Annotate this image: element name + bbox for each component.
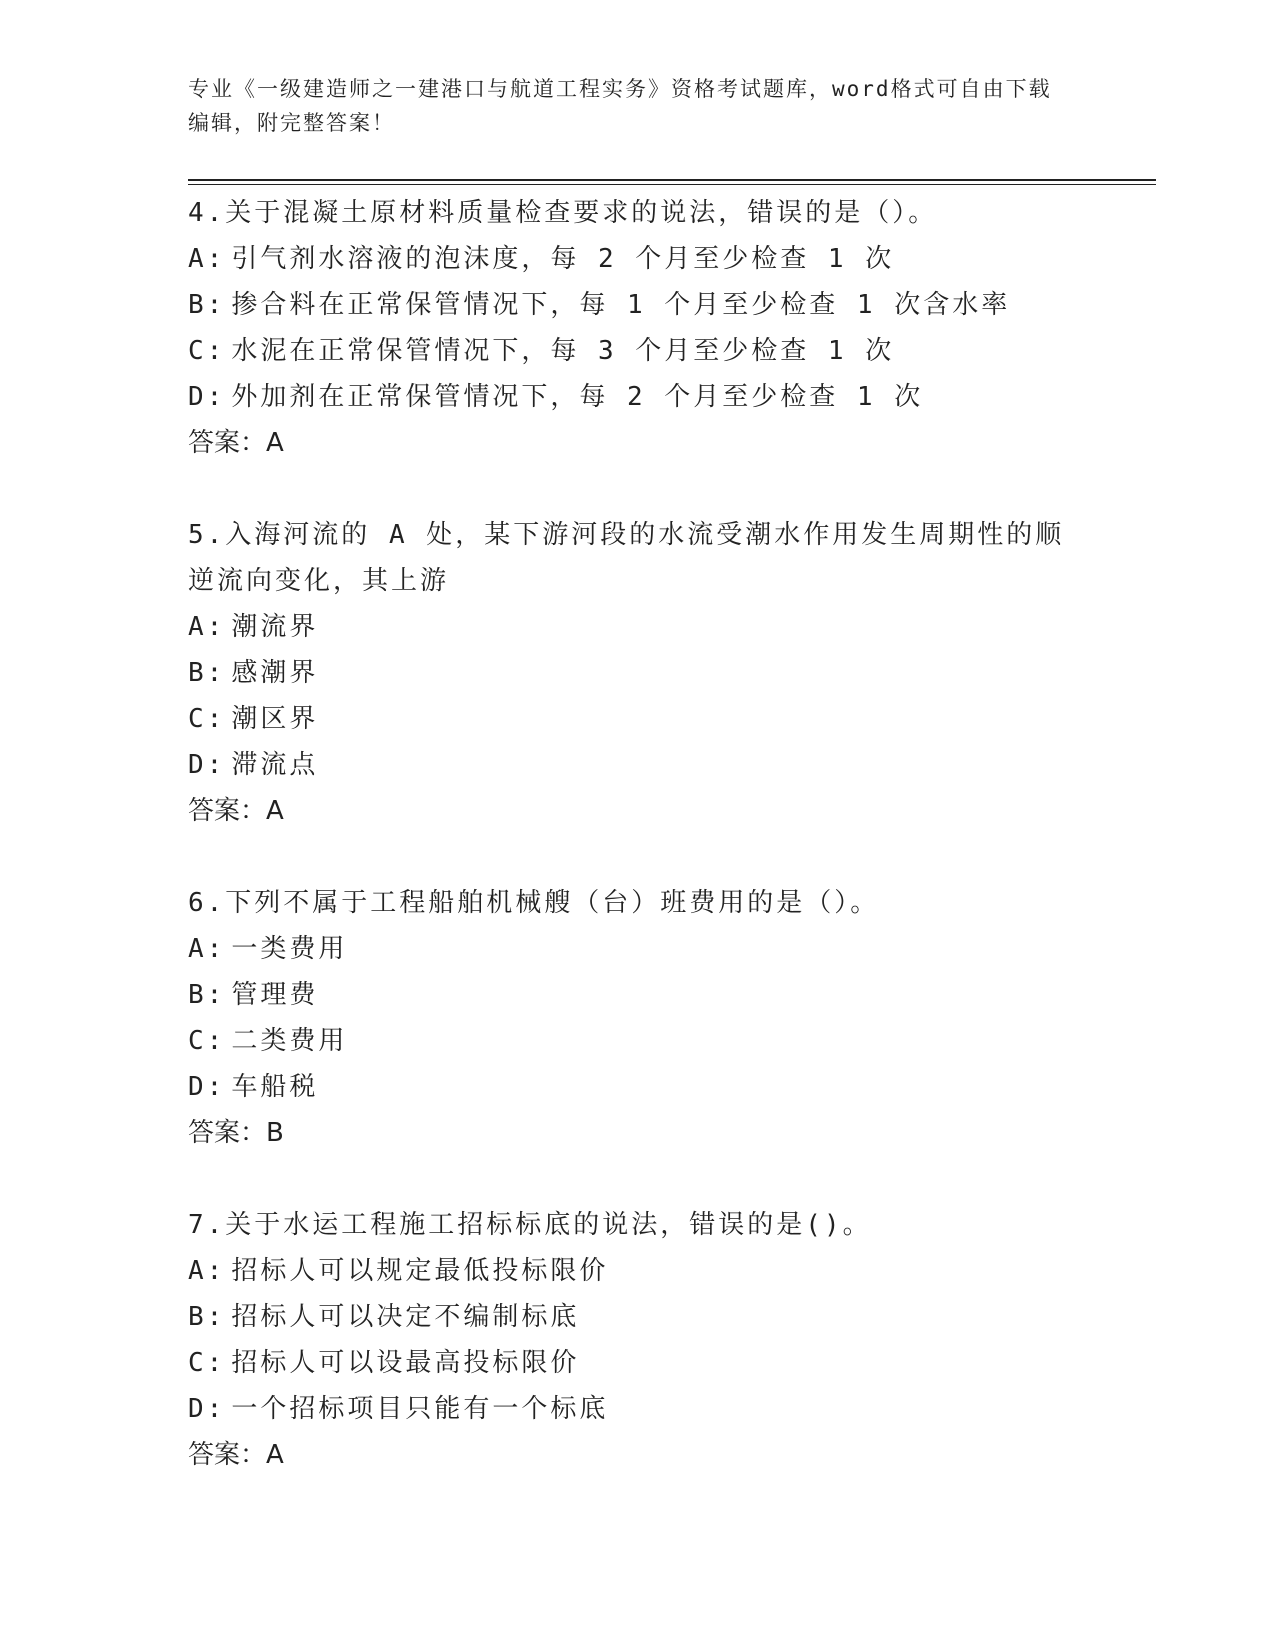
option-key: A: xyxy=(188,1256,226,1286)
option-c xyxy=(188,696,1088,742)
option-key: D: xyxy=(188,750,226,780)
option-text: 潮区界 xyxy=(231,704,319,734)
option-key: C: xyxy=(188,704,226,734)
option-text: 滞流点 xyxy=(231,750,319,780)
option-b xyxy=(188,650,1088,696)
option-text: 潮流界 xyxy=(231,612,319,642)
option-text: 招标人可以决定不编制标底 xyxy=(231,1302,580,1332)
option-c xyxy=(188,1340,1088,1386)
answer-line: 答案：A xyxy=(188,1440,284,1470)
option-text: 水泥在正常保管情况下，每 3 个月至少检查 1 次 xyxy=(231,336,895,366)
option-key: D: xyxy=(188,1072,226,1102)
option-text: 感潮界 xyxy=(231,658,319,688)
option-d xyxy=(188,374,1088,420)
document-intro: 专业《一级建造师之一建港口与航道工程实务》资格考试题库，word格式可自由下载编辑，附完整答案！ xyxy=(188,77,1052,135)
question-list xyxy=(188,190,1088,1524)
option-a xyxy=(188,926,1088,972)
question-stem: 4.关于混凝土原材料质量检查要求的说法，错误的是（）。 xyxy=(188,198,938,228)
option-b xyxy=(188,1294,1088,1340)
answer-line: 答案：A xyxy=(188,796,284,826)
option-c xyxy=(188,1018,1088,1064)
question-5 xyxy=(188,512,1088,834)
option-text: 车船税 xyxy=(231,1072,319,1102)
option-key: D: xyxy=(188,1394,226,1424)
option-key: C: xyxy=(188,336,226,366)
question-7 xyxy=(188,1202,1088,1478)
option-text: 外加剂在正常保管情况下，每 2 个月至少检查 1 次 xyxy=(231,382,924,412)
option-key: A: xyxy=(188,244,226,274)
question-stem: 6.下列不属于工程船舶机械艘（台）班费用的是（）。 xyxy=(188,888,880,918)
option-a xyxy=(188,236,1088,282)
header-divider-thick xyxy=(188,179,1156,181)
answer-line: 答案：A xyxy=(188,428,284,458)
option-b xyxy=(188,972,1088,1018)
option-d xyxy=(188,742,1088,788)
option-key: D: xyxy=(188,382,226,412)
option-text: 管理费 xyxy=(231,980,319,1010)
answer-line: 答案：B xyxy=(188,1118,284,1148)
question-stem: 7.关于水运工程施工招标标底的说法，错误的是()。 xyxy=(188,1210,872,1240)
option-text: 掺合料在正常保管情况下，每 1 个月至少检查 1 次含水率 xyxy=(231,290,1011,320)
option-key: C: xyxy=(188,1348,226,1378)
option-d xyxy=(188,1386,1088,1432)
option-b xyxy=(188,282,1088,328)
option-key: B: xyxy=(188,980,226,1010)
option-key: B: xyxy=(188,1302,226,1332)
option-a xyxy=(188,604,1088,650)
option-text: 二类费用 xyxy=(231,1026,348,1056)
option-c xyxy=(188,328,1088,374)
option-key: B: xyxy=(188,658,226,688)
option-text: 招标人可以规定最低投标限价 xyxy=(231,1256,609,1286)
option-a xyxy=(188,1248,1088,1294)
option-d xyxy=(188,1064,1088,1110)
option-key: A: xyxy=(188,934,226,964)
question-6 xyxy=(188,880,1088,1156)
header-divider-thin xyxy=(188,184,1156,185)
option-text: 招标人可以设最高投标限价 xyxy=(231,1348,580,1378)
option-key: A: xyxy=(188,612,226,642)
option-key: C: xyxy=(188,1026,226,1056)
option-text: 一个招标项目只能有一个标底 xyxy=(231,1394,609,1424)
option-text: 一类费用 xyxy=(231,934,348,964)
question-4 xyxy=(188,190,1088,466)
question-stem: 5.入海河流的 A 处，某下游河段的水流受潮水作用发生周期性的顺逆流向变化，其上游 xyxy=(188,520,1065,596)
option-text: 引气剂水溶液的泡沫度，每 2 个月至少检查 1 次 xyxy=(231,244,895,274)
option-key: B: xyxy=(188,290,226,320)
